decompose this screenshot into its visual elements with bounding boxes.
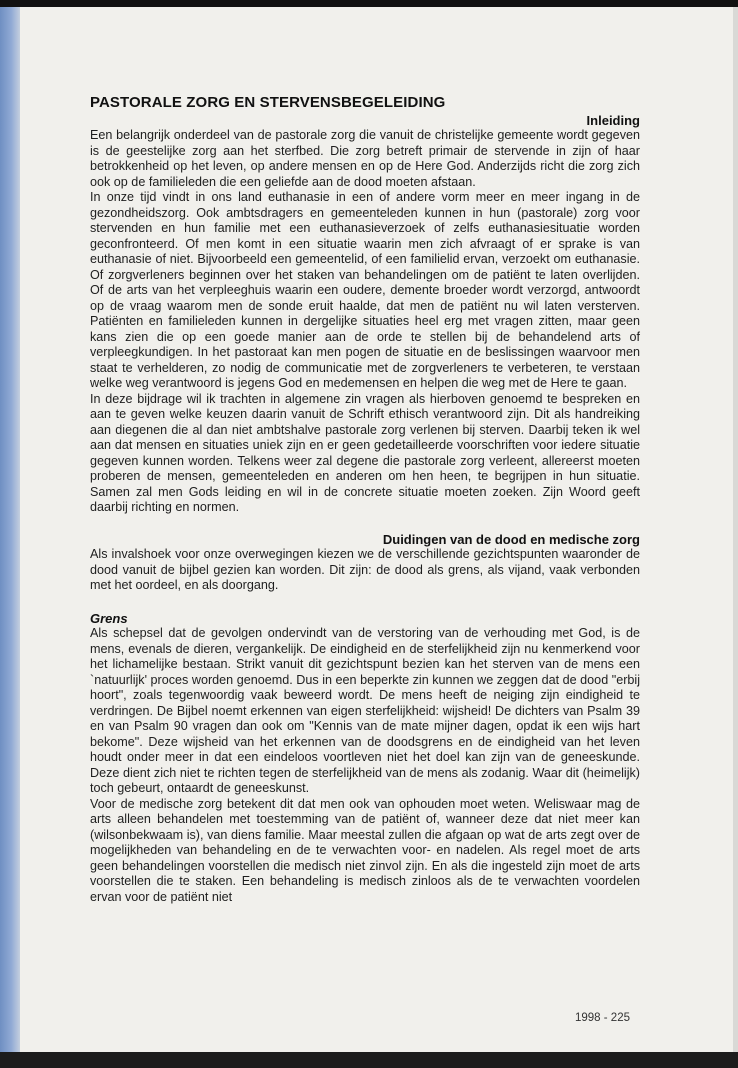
scan-right-edge: [733, 7, 738, 1052]
article-body: [90, 95, 640, 905]
paragraph: Voor de medische zorg betekent dit dat men ook van ophouden moet weten. Weliswaar mag de arts alleen behandelen met toestemming van de patiënt of, wanneer deze dat niet meer kan (wilsonbekwaam is), van diens familie. Maar meestal zullen die afgaan op wat de arts zegt over de mogelijkheden van behandeling en de te verwachten voor- en nadelen. Als regel moet de arts geen behandelingen voorstellen die medisch niet zinvol zijn. En als die ingesteld zijn moet de arts voorstellen die te staken. Een behandeling is medisch zinloos als de te verwachten voordelen ervan voor de patiënt niet: [90, 796, 640, 904]
paragraph: In deze bijdrage wil ik trachten in algemene zin vragen als hierboven genoemd te bespreken en aan te geven welke keuzen daarin vanuit de Schrift ethisch verantwoord zijn. Dit als handreiking aan diegenen die al dan niet ambtshalve pastorale zorg verlenen bij sterven. Daarbij teken ik wel aan dat mensen en situaties uniek zijn en er geen gedetailleerde voorschriften voor iedere situatie gegeven kunnen worden. Telkens weer zal degene die pastorale zorg verleent, allereerst moeten proberen de mensen, gemeenteleden en anderen om hen heen, te begrijpen in hun situatie. Samen zal men Gods leiding en wil in de concrete situatie moeten zoeken. Zijn Woord geeft daarbij richting en normen.: [90, 391, 640, 514]
paragraph: Als invalshoek voor onze overwegingen kiezen we de verschillende gezichtspunten waaronder de dood vanuit de bijbel gezien kan worden. Dit zijn: de dood als grens, als vijand, vaak verbonden met het oordeel, en als doorgang.: [90, 547, 640, 592]
scan-bottom-edge: [0, 1052, 738, 1068]
paragraph: Als schepsel dat de gevolgen ondervindt van de verstoring van de verhouding met God, is de mens, evenals de dieren, vergankelijk. De eindigheid en de sterfelijkheid zijn nu kenmerkend voor het lichamelijke bestaan. Strikt vanuit dit gezichtspunt bezien kan het sterven van de mens een `natuurlijk' proces worden genoemd. Dus in een beperkte zin kunnen we zeggen dat de dood "erbij hoort", zoals tegenwoordig vaak beweerd wordt. De mens heeft de neiging zijn eindigheid te verdringen. De Bijbel noemt erkennen van eigen sterfelijkheid: wijsheid! De dichters van Psalm 39 en van Psalm 90 vragen dan ook om "Kennis van de mate mijner dagen, opdat ik een wijs hart bekome". Deze wijsheid van het erkennen van de doodsgrens en de eindigheid van het leven houdt onder meer in dat een eindeloos voortleven niet het doel kan zijn van de geneeskunde. Deze dient zich niet te richten tegen de sterfelijkheid van de mens als zodanig. Waar dit (heimelijk) toch gebeurt, ontaardt de geneeskunst.: [90, 626, 640, 795]
section-heading-inleiding: Inleiding: [586, 112, 640, 128]
paragraph: Een belangrijk onderdeel van de pastorale zorg die vanuit de christelijke gemeente wordt gegeven is de geestelijke zorg aan het sterfbed. Die zorg betreft primair de stervende in zijn of haar betrokkenheid op het leven, op andere mensen en op de Here God. Anderzijds richt die zorg zich ook op de familieleden die een geliefde aan de dood moeten afstaan.: [90, 128, 640, 189]
binding-strip: [0, 7, 20, 1052]
scan-top-edge: [0, 0, 738, 7]
subsection-heading-grens: Grens: [90, 610, 128, 626]
section-heading-duidingen: Duidingen van de dood en medische zorg: [382, 531, 640, 547]
article-title: PASTORALE ZORG EN STERVENSBEGELEIDING: [90, 94, 446, 111]
paragraph: In onze tijd vindt in ons land euthanasie in een of andere vorm meer en meer ingang in de gezondheidszorg. Ook ambtsdragers en gemeenteleden kunnen in hun (pastorale) zorg voor stervenden en hun familie met een euthanasieverzoek of zelfs euthanasiesituatie worden geconfronteerd. Of men komt in een situatie waarin men zich afvraagt of er sprake is van euthanasie of niet. Bijvoorbeeld een gemeentelid, of een familielid ervan, verzoekt om euthanasie. Of zorgverleners beginnen over het staken van behandelingen om de patiënt te laten overlijden. Of de arts van het verpleeghuis waarin een oudere, demente broeder wordt verzorgd, antwoordt op de vraag waarom men de sonde eruit haalde, dat men de patiënt nu wil laten versterven. Patiënten en familieleden kunnen in dergelijke situaties heel erg met vragen zitten, maar geen kans zien die op een goede manier aan de orde te stellen bij de behandelend arts of verpleegkundigen. In het pastoraat kan men pogen de situatie en de beslissingen waarvoor men staat te verhelderen, zo nodig de communicatie met de zorgverleners te verbeteren, te verstaan welke weg verantwoord is jegens God en medemensen en helpen die weg met de Here te gaan.: [90, 190, 640, 390]
page-number: 1998 - 225: [575, 1012, 630, 1024]
